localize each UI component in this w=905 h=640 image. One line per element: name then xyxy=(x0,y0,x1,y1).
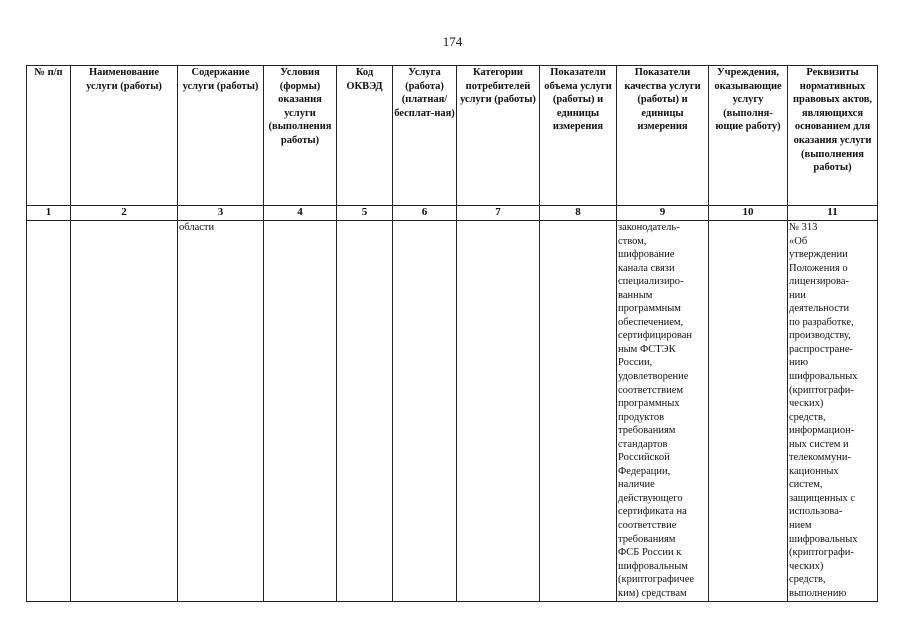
column-number-cell: 10 xyxy=(709,206,788,221)
column-number-cell: 5 xyxy=(337,206,393,221)
page-number: 174 xyxy=(442,34,463,49)
cell-paid-free xyxy=(393,221,457,602)
column-number-cell: 7 xyxy=(457,206,540,221)
header-cell-service-name: Наименование услуги (работы) xyxy=(71,66,178,206)
column-number-cell: 9 xyxy=(617,206,709,221)
column-number-cell: 3 xyxy=(178,206,264,221)
cell-okved-code xyxy=(337,221,393,602)
header-cell-conditions: Условия (формы) оказания услуги (выполнения работы) xyxy=(264,66,337,206)
column-number-cell: 11 xyxy=(788,206,878,221)
cell-quality-indicators: законодатель- ством, шифрование канала связи специализиро- ванным программным обеспечением, сертифицирован ным ФСТЭК России, удовлетворение соответствием программных продуктов требованиям стандартов Российской Федерации, наличие действующего сертификата на соответствие требованиям ФСБ России к шифровальным (криптографичее ким) средствам xyxy=(617,221,709,602)
header-cell-number: № п/п xyxy=(27,66,71,206)
cell-consumer-categories xyxy=(457,221,540,602)
column-number-cell: 8 xyxy=(540,206,617,221)
cell-service-content: области xyxy=(178,221,264,602)
column-number-cell: 4 xyxy=(264,206,337,221)
services-table xyxy=(26,65,878,602)
cell-number xyxy=(27,221,71,602)
table-row xyxy=(27,221,878,602)
header-cell-paid-free: Услуга (работа) (платная/ бесплат-ная) xyxy=(393,66,457,206)
column-number-cell: 1 xyxy=(27,206,71,221)
header-cell-okved-code: Код ОКВЭД xyxy=(337,66,393,206)
cell-institutions xyxy=(709,221,788,602)
column-number-cell: 6 xyxy=(393,206,457,221)
header-cell-legal-acts: Реквизиты нормативных правовых актов, являющихся основанием для оказания услуги (выполнения работы) xyxy=(788,66,878,206)
header-cell-consumer-categories: Категории потребителей услуги (работы) xyxy=(457,66,540,206)
header-cell-institutions: Учреждения, оказывающие услугу (выполня-ющие работу) xyxy=(709,66,788,206)
cell-service-name xyxy=(71,221,178,602)
header-row xyxy=(27,66,878,206)
header-cell-service-content: Содержание услуги (работы) xyxy=(178,66,264,206)
cell-conditions xyxy=(264,221,337,602)
column-number-cell: 2 xyxy=(71,206,178,221)
header-cell-quality-indicators: Показатели качества услуги (работы) и единицы измерения xyxy=(617,66,709,206)
cell-volume-indicators xyxy=(540,221,617,602)
cell-legal-acts: № 313 «Об утверждении Положения о лицензирова- нии деятельности по разработке, производству, распростране- нию шифровальных (криптографи- ческих) средств, информацион- ных систем и телекоммуни- кационных систем, защищенных с использова- нием шифровальных (криптографи- ческих) средств, выполнению xyxy=(788,221,878,602)
header-cell-volume-indicators: Показатели объема услуги (работы) и единицы измерения xyxy=(540,66,617,206)
column-number-row xyxy=(27,206,878,221)
